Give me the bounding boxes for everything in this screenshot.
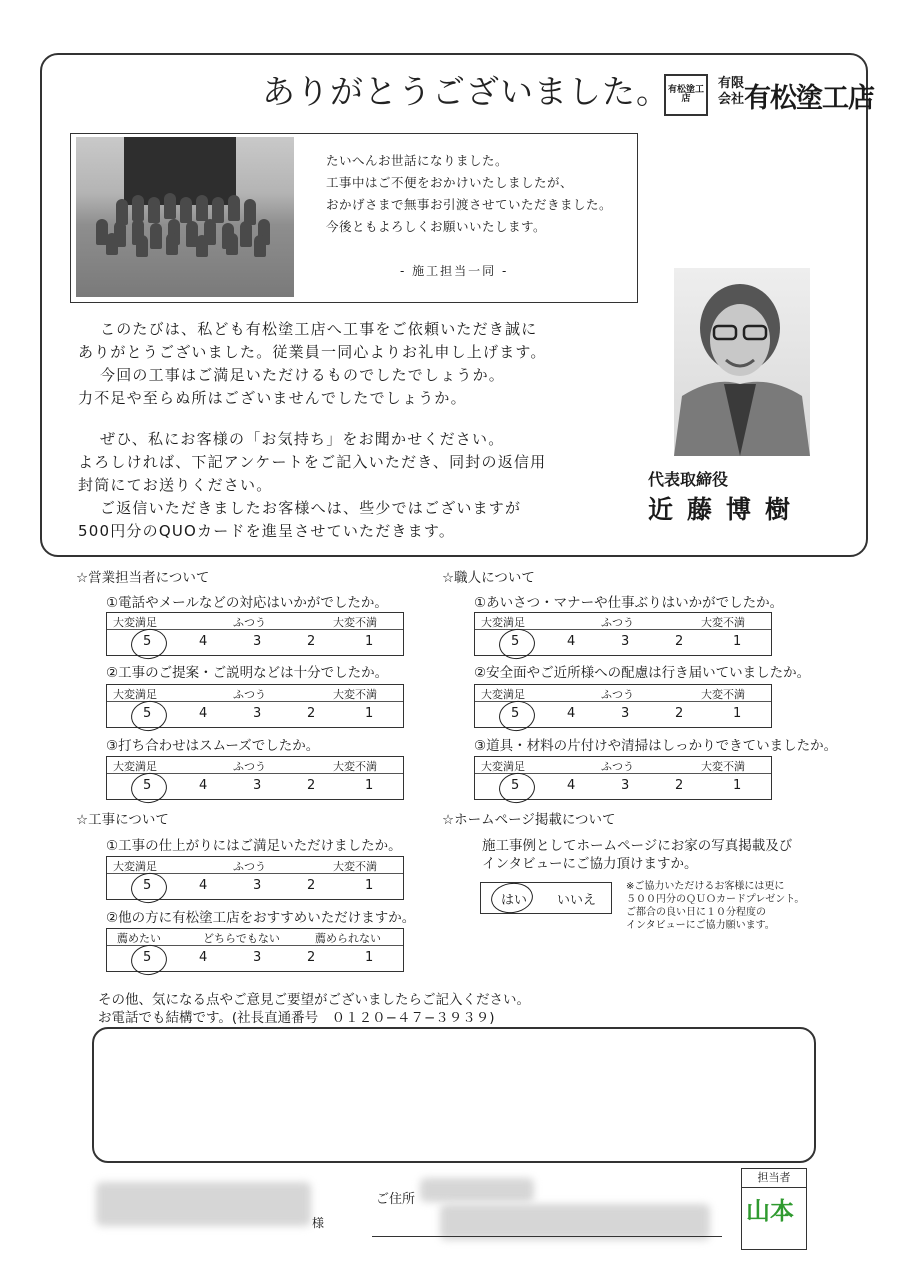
scale-option-5[interactable]: 5 xyxy=(511,706,520,721)
scale-option-5[interactable]: 5 xyxy=(143,950,152,965)
note-line: ５００円分のＱＵＯカードプレゼント。 xyxy=(626,894,805,905)
scale-label-low: 大変不満 xyxy=(701,760,745,773)
rating-scale-s1 xyxy=(106,612,404,656)
message-line: 工事中はご不便をおかけいたしましたが、 xyxy=(326,175,574,190)
answer-circle xyxy=(129,871,169,906)
question-craft-1: ①あいさつ・マナーや仕事ぶりはいかがでしたか。 xyxy=(474,595,784,611)
scale-label-mid: ふつう xyxy=(601,688,634,701)
scale-option-4[interactable]: 4 xyxy=(567,634,576,649)
honorific: 様 xyxy=(312,1216,325,1230)
scale-label-low: 大変不満 xyxy=(333,688,377,701)
message-signature: - 施工担当一同 - xyxy=(400,264,509,278)
scale-option-2[interactable]: 2 xyxy=(675,634,684,649)
company-name: 有松塗工店 xyxy=(744,83,874,114)
answer-circle xyxy=(129,627,169,662)
scale-label-high: 薦めたい xyxy=(117,932,161,945)
no-option[interactable]: いいえ xyxy=(557,893,597,908)
question-work-2: ②他の方に有松塗工店をおすすめいただけますか。 xyxy=(106,910,416,926)
message-line: たいへんお世話になりました。 xyxy=(326,153,509,168)
scale-label-mid: ふつう xyxy=(233,616,266,629)
ceo-name: 近藤博樹 xyxy=(648,495,805,524)
question-sales-1: ①電話やメールなどの対応はいかがでしたか。 xyxy=(106,595,388,611)
scale-option-4[interactable]: 4 xyxy=(199,634,208,649)
message-line: おかげさまで無事お引渡させていただきました。 xyxy=(326,197,613,212)
scale-option-2[interactable]: 2 xyxy=(307,950,316,965)
scale-label-high: 大変満足 xyxy=(113,760,157,773)
scale-option-5[interactable]: 5 xyxy=(511,778,520,793)
scale-option-4[interactable]: 4 xyxy=(199,706,208,721)
section-construction: ☆工事について xyxy=(76,812,169,828)
company-type: 有限 会社 xyxy=(718,76,745,107)
answer-circle xyxy=(129,771,169,806)
address-underline xyxy=(372,1236,722,1237)
scale-option-1[interactable]: 1 xyxy=(365,706,374,721)
scale-header xyxy=(107,685,403,702)
body-line: 500円分のQUOカードを進呈させていただきます。 xyxy=(78,522,456,540)
scale-label-mid: ふつう xyxy=(601,616,634,629)
body-line: 力不足や至らぬ所はございませんでしたでしょうか。 xyxy=(78,389,467,407)
scale-header xyxy=(107,613,403,630)
rating-scale-c2 xyxy=(474,684,772,728)
scale-label-mid: ふつう xyxy=(233,860,266,873)
rating-scale-w2 xyxy=(106,928,404,972)
address-redacted-2 xyxy=(440,1204,710,1240)
scale-option-4[interactable]: 4 xyxy=(199,950,208,965)
scale-label-high: 大変満足 xyxy=(113,688,157,701)
comment-prompt: その他、気になる点やご意見ご要望がございましたらご記入ください。 xyxy=(98,992,530,1008)
scale-label-mid: どちらでもない xyxy=(203,932,280,945)
scale-option-4[interactable]: 4 xyxy=(567,706,576,721)
rating-scale-c1 xyxy=(474,612,772,656)
scale-label-high: 大変満足 xyxy=(481,688,525,701)
section-sales: ☆営業担当者について xyxy=(76,570,210,586)
homepage-note xyxy=(626,880,804,932)
note-line: インタビューにご協力願います。 xyxy=(626,920,775,931)
customer-name-redacted xyxy=(96,1182,311,1226)
comment-textarea[interactable] xyxy=(92,1027,816,1163)
staff-group-photo xyxy=(76,137,294,297)
question-sales-3: ③打ち合わせはスムーズでしたか。 xyxy=(106,738,320,754)
body-line: よろしければ、下記アンケートをご記入いただき、同封の返信用 xyxy=(78,453,547,471)
scale-header xyxy=(107,929,403,946)
scale-option-5[interactable]: 5 xyxy=(143,878,152,893)
scale-label-high: 大変満足 xyxy=(113,616,157,629)
scale-label-mid: ふつう xyxy=(601,760,634,773)
scale-option-1[interactable]: 1 xyxy=(733,778,742,793)
ceo-portrait xyxy=(674,268,810,456)
scale-label-low: 大変不満 xyxy=(333,616,377,629)
scale-option-1[interactable]: 1 xyxy=(733,634,742,649)
ceo-title: 代表取締役 xyxy=(648,470,729,489)
scale-option-2[interactable]: 2 xyxy=(307,706,316,721)
message-line: 今後ともよろしくお願いいたします。 xyxy=(326,219,547,234)
scale-option-3[interactable]: 3 xyxy=(253,778,262,793)
scale-option-3[interactable]: 3 xyxy=(621,778,630,793)
rating-scale-s3 xyxy=(106,756,404,800)
logo-text: 有松塗工店 xyxy=(668,85,705,104)
scale-option-2[interactable]: 2 xyxy=(307,878,316,893)
scale-option-4[interactable]: 4 xyxy=(199,778,208,793)
question-work-1: ①工事の仕上がりにはご満足いただけましたか。 xyxy=(106,838,402,854)
homepage-question-line1: 施工事例としてホームページにお家の写真掲載及び xyxy=(482,838,793,854)
scale-header xyxy=(107,857,403,874)
scale-option-4[interactable]: 4 xyxy=(567,778,576,793)
question-sales-2: ②工事のご提案・ご説明などは十分でしたか。 xyxy=(106,665,389,681)
scale-label-mid: ふつう xyxy=(233,688,266,701)
scale-option-1[interactable]: 1 xyxy=(733,706,742,721)
note-line: ご都合の良い日に１０分程度の xyxy=(626,907,766,918)
scale-header xyxy=(475,685,771,702)
company-logo xyxy=(664,74,708,116)
answer-circle xyxy=(497,699,537,734)
question-craft-3: ③道具・材料の片付けや清掃はしっかりできていましたか。 xyxy=(474,738,838,754)
scale-label-high: 大変満足 xyxy=(481,616,525,629)
scale-option-3[interactable]: 3 xyxy=(621,634,630,649)
scale-option-2[interactable]: 2 xyxy=(307,634,316,649)
scale-option-3[interactable]: 3 xyxy=(253,634,262,649)
rating-scale-w1 xyxy=(106,856,404,900)
phone-note: お電話でも結構です。(社長直通番号 ０１２０−４７−３９３９) xyxy=(98,1010,495,1026)
message-text xyxy=(326,150,612,238)
scale-label-mid: ふつう xyxy=(233,760,266,773)
scale-header xyxy=(475,613,771,630)
scale-label-high: 大変満足 xyxy=(481,760,525,773)
scale-option-5[interactable]: 5 xyxy=(143,634,152,649)
address-redacted-1 xyxy=(420,1178,534,1202)
answer-circle xyxy=(129,699,169,734)
answer-circle xyxy=(497,771,537,806)
scale-option-3[interactable]: 3 xyxy=(253,706,262,721)
scale-option-2[interactable]: 2 xyxy=(675,706,684,721)
body-line: 今回の工事はご満足いただけるものでしたでしょうか。 xyxy=(100,366,506,384)
scale-option-2[interactable]: 2 xyxy=(307,778,316,793)
body-line: ご返信いただきましたお客様へは、些少ではございますが xyxy=(100,499,522,517)
scale-label-low: 大変不満 xyxy=(701,688,745,701)
address-label: ご住所 xyxy=(376,1192,416,1207)
scale-option-2[interactable]: 2 xyxy=(675,778,684,793)
scale-option-4[interactable]: 4 xyxy=(199,878,208,893)
scale-label-low: 大変不満 xyxy=(701,616,745,629)
scale-header xyxy=(475,757,771,774)
note-line: ※ご協力いただけるお客様には更に xyxy=(626,881,785,892)
scale-label-low: 大変不満 xyxy=(333,760,377,773)
scale-label-low: 薦められない xyxy=(315,932,381,945)
staff-label: 担当者 xyxy=(742,1169,806,1188)
section-craftsmen: ☆職人について xyxy=(442,570,535,586)
answer-circle xyxy=(497,627,537,662)
homepage-consent-box xyxy=(480,882,612,914)
scale-option-3[interactable]: 3 xyxy=(253,950,262,965)
scale-option-1[interactable]: 1 xyxy=(365,878,374,893)
staff-signature: 山本 xyxy=(746,1197,794,1225)
scale-option-1[interactable]: 1 xyxy=(365,950,374,965)
scale-option-5[interactable]: 5 xyxy=(143,706,152,721)
page-title: ありがとうございました。 xyxy=(262,72,670,111)
scale-option-5[interactable]: 5 xyxy=(511,634,520,649)
homepage-question-line2: インタビューにご協力頂けますか。 xyxy=(482,856,698,872)
scale-option-3[interactable]: 3 xyxy=(621,706,630,721)
section-homepage: ☆ホームページ掲載について xyxy=(442,812,616,828)
scale-option-3[interactable]: 3 xyxy=(253,878,262,893)
scale-header xyxy=(107,757,403,774)
body-line: 封筒にてお送りください。 xyxy=(78,476,273,494)
body-line: ぜひ、私にお客様の「お気持ち」をお聞かせください。 xyxy=(100,430,505,448)
body-line: このたびは、私ども有松塗工店へ工事をご依頼いただき誠に xyxy=(100,320,538,338)
scale-option-1[interactable]: 1 xyxy=(365,778,374,793)
scale-label-high: 大変満足 xyxy=(113,860,157,873)
answer-circle xyxy=(129,943,169,978)
body-line: ありがとうございました。従業員一同心よりお礼申し上げます。 xyxy=(78,343,547,361)
scale-label-low: 大変不満 xyxy=(333,860,377,873)
yes-option[interactable]: はい xyxy=(501,893,528,908)
staff-stamp-box xyxy=(741,1168,807,1250)
scale-option-1[interactable]: 1 xyxy=(365,634,374,649)
question-craft-2: ②安全面やご近所様への配慮は行き届いていましたか。 xyxy=(474,665,811,681)
rating-scale-s2 xyxy=(106,684,404,728)
answer-circle xyxy=(489,880,535,916)
rating-scale-c3 xyxy=(474,756,772,800)
scale-option-5[interactable]: 5 xyxy=(143,778,152,793)
